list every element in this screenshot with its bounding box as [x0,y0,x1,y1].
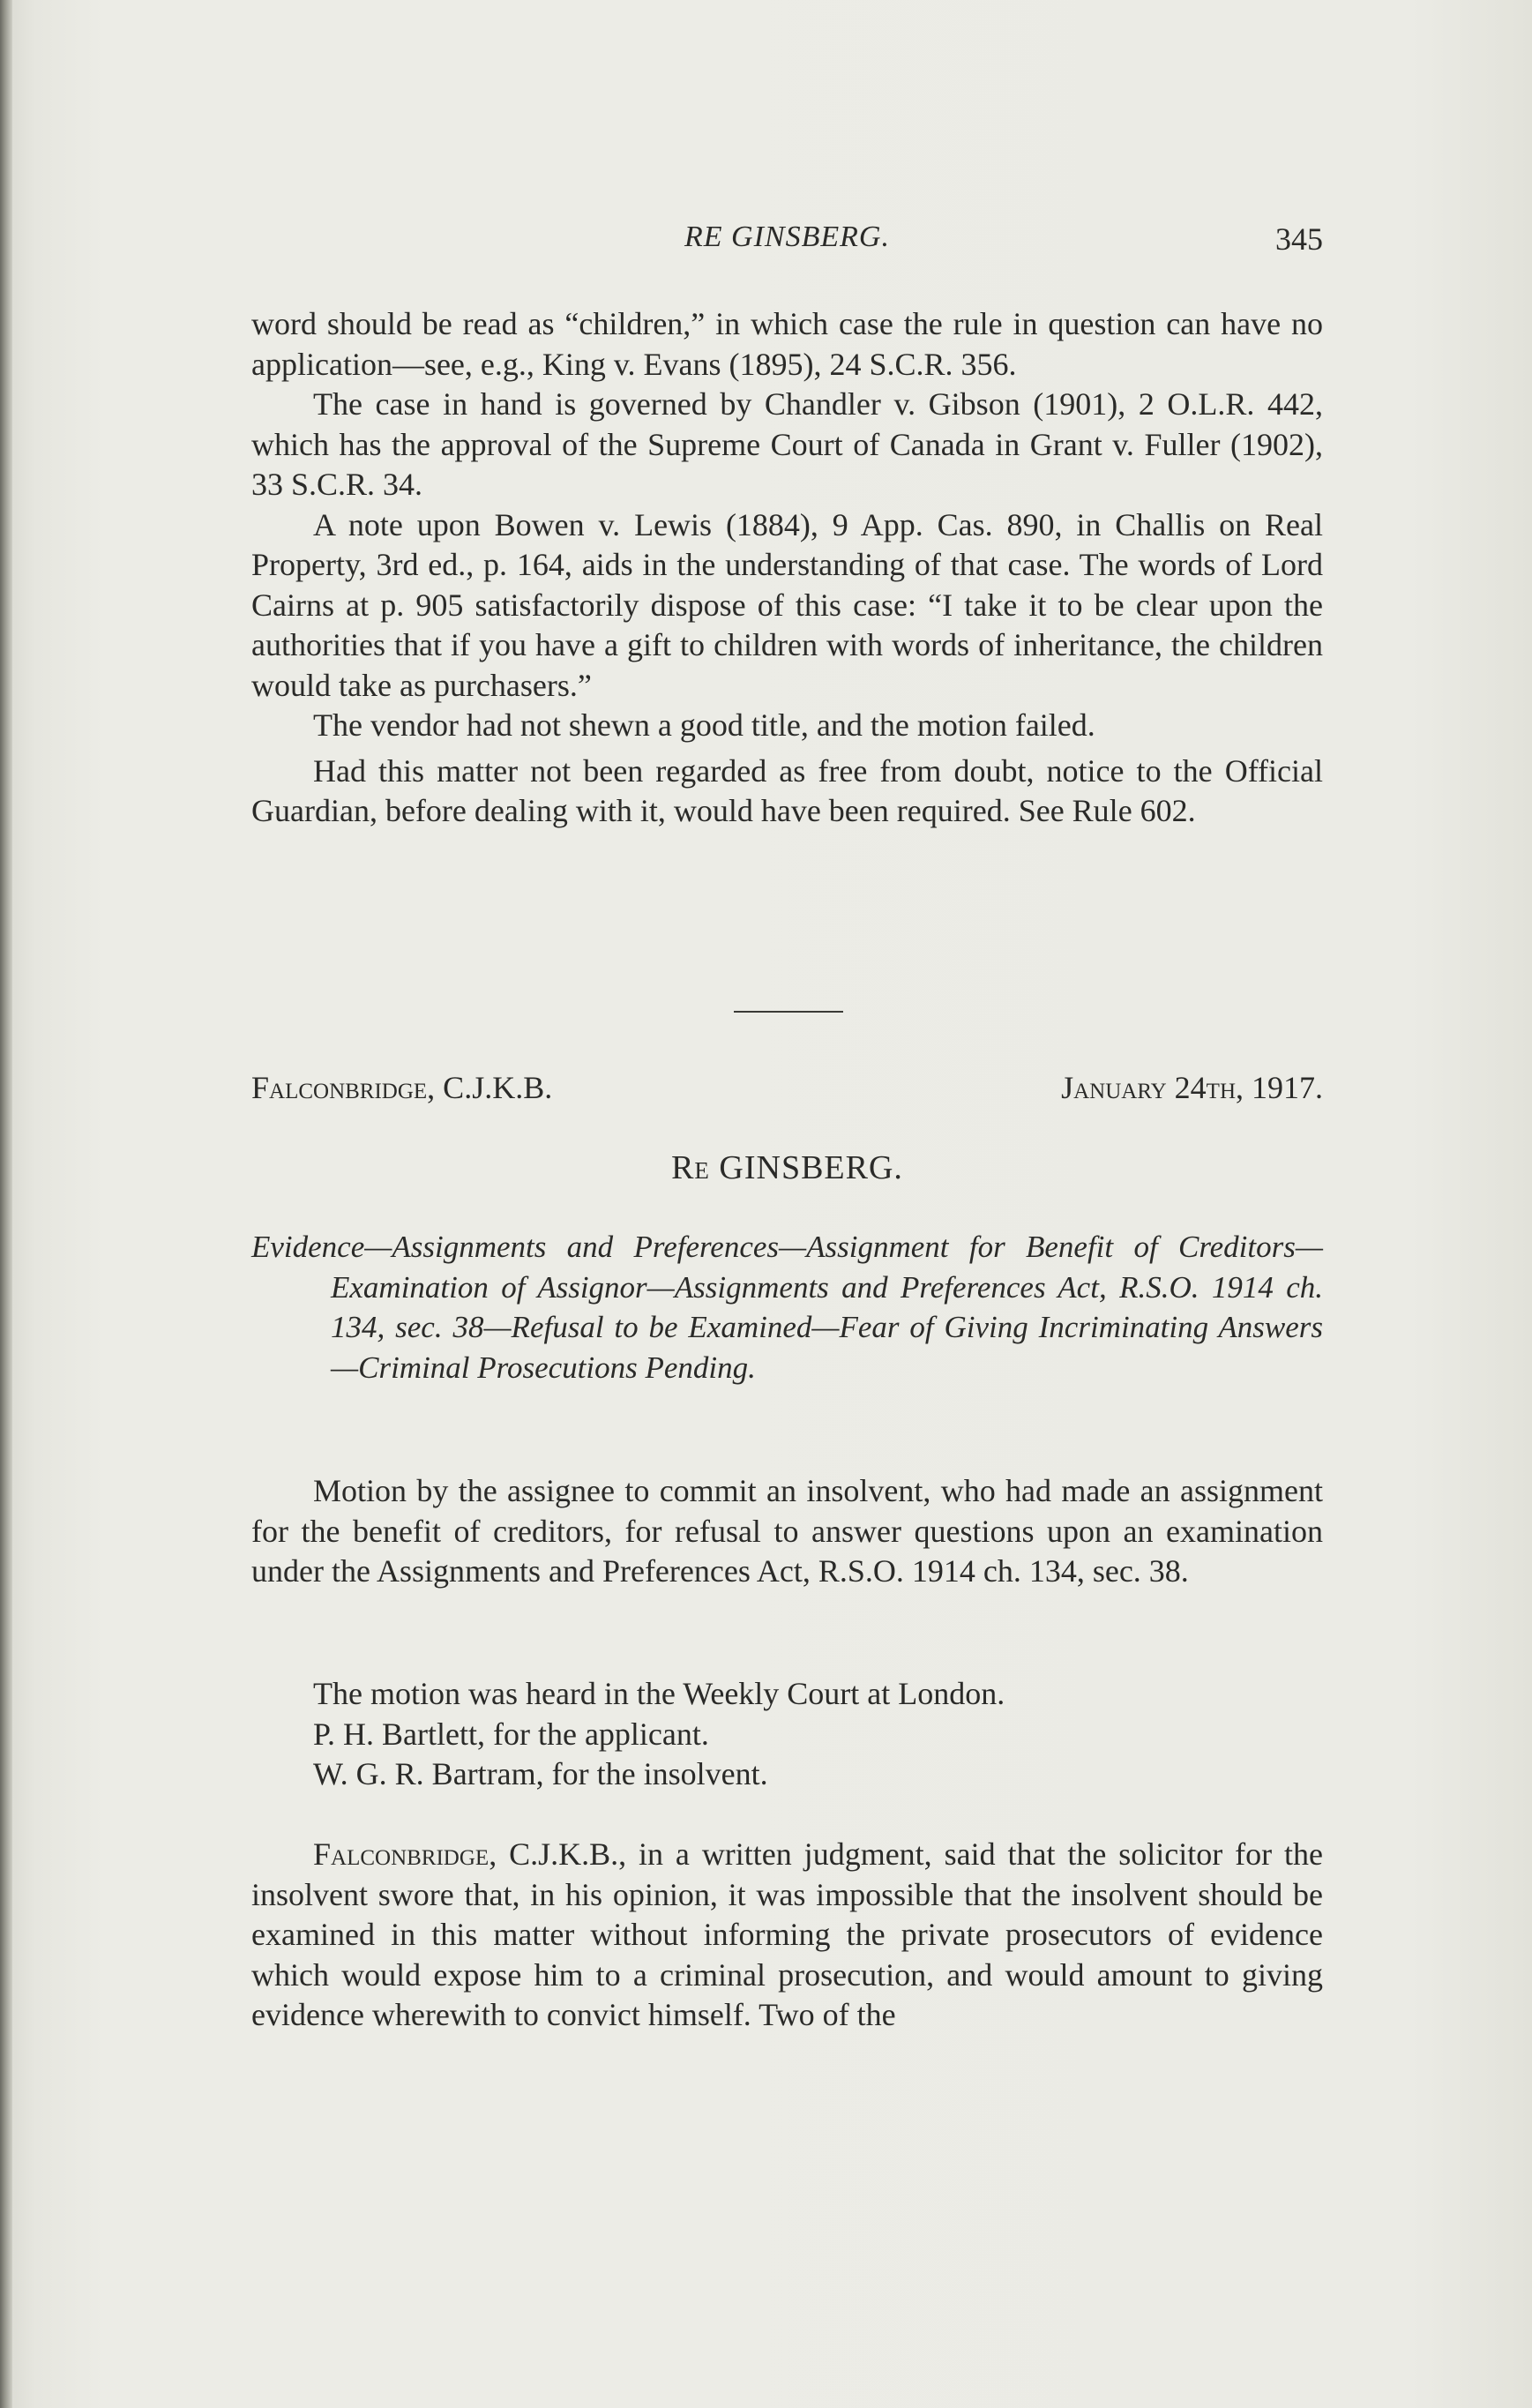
case-title: Re GINSBERG. [671,1149,903,1186]
running-head: RE GINSBERG. [684,221,890,253]
paragraph-5: Had this matter not been regarded as free from doubt, notice to the Official Guardian, before dealing with it, would have been required. See Rule 602. [251,752,1323,828]
paragraph-3: A note upon Bowen v. Lewis (1884), 9 App. Cas. 890, in Challis on Real Property, 3rd ed., p. 164, aids in the understanding of that case. The words of Lord Cairns at p. 905 satisfactorily dispose of this case: “I take it to be clear upon the authorities that if you have a gift to children with words of inheritance, the children would take as purchasers.” [251,506,1323,703]
headnote: Evidence—Assignments and Preferences—Assignment for Benefit of Creditors—Examination of Assignor—Assignments and Preferences Act, R.S.O. 1914 ch. 134, sec. 38—Refusal to be Examined—Fear of Giving Incriminating Answers—Criminal Prosecutions Pending. [251,1230,1323,1385]
motion-paragraph: Motion by the assignee to commit an insolvent, who had made an assignment for the benefit of creditors, for refusal to answer questions upon an examination under the Assignments and Preferences Act, R.S.O. 1914 ch. 134, sec. 38. [251,1473,1323,1589]
motion-paragraph-block [251,1471,1323,1592]
counsel-applicant: P. H. Bartlett, for the applicant. [313,1716,709,1752]
case-date: January 24th, 1917. [1061,1070,1323,1105]
judgment-block [251,1835,1323,2036]
continued-text [251,304,1323,832]
case-judge: Falconbridge, C.J.K.B. [251,1070,553,1105]
paragraph-4: The vendor had not shewn a good title, and the motion failed. [313,707,1095,743]
page-spine-edge [0,0,12,2408]
page-header [251,221,1323,265]
section-divider [734,1011,843,1013]
judgment-paragraph [251,1835,1323,2036]
paragraph-1: word should be read as “children,” in which case the rule in question can have no application—see, e.g., King v. Evans (1895), 24 S.C.R. 356. [251,306,1323,382]
counsel-list [313,1674,1323,1795]
counsel-hearing: The motion was heard in the Weekly Court at London. [313,1676,1005,1711]
case-line [251,1069,1323,1113]
judgment-judge: Falconbridge [313,1836,489,1872]
page-number: 345 [1275,221,1323,257]
paragraph-2: The case in hand is governed by Chandler v. Gibson (1901), 2 O.L.R. 442, which has the approval of the Supreme Court of Canada in Grant v. Fuller (1902), 33 S.C.R. 34. [251,386,1323,502]
judgment-text: , C.J.K.B., in a written judgment, said that the solicitor for the insolvent swore that, in his opinion, it was impossible that the insolvent should be examined in this matter without informing the private prosecutors of evidence which would expose him to a criminal prosecution, and would amount to giving evidence wherewith to convict himself. Two of the [251,1836,1323,2032]
counsel-insolvent: W. G. R. Bartram, for the insolvent. [313,1756,768,1791]
